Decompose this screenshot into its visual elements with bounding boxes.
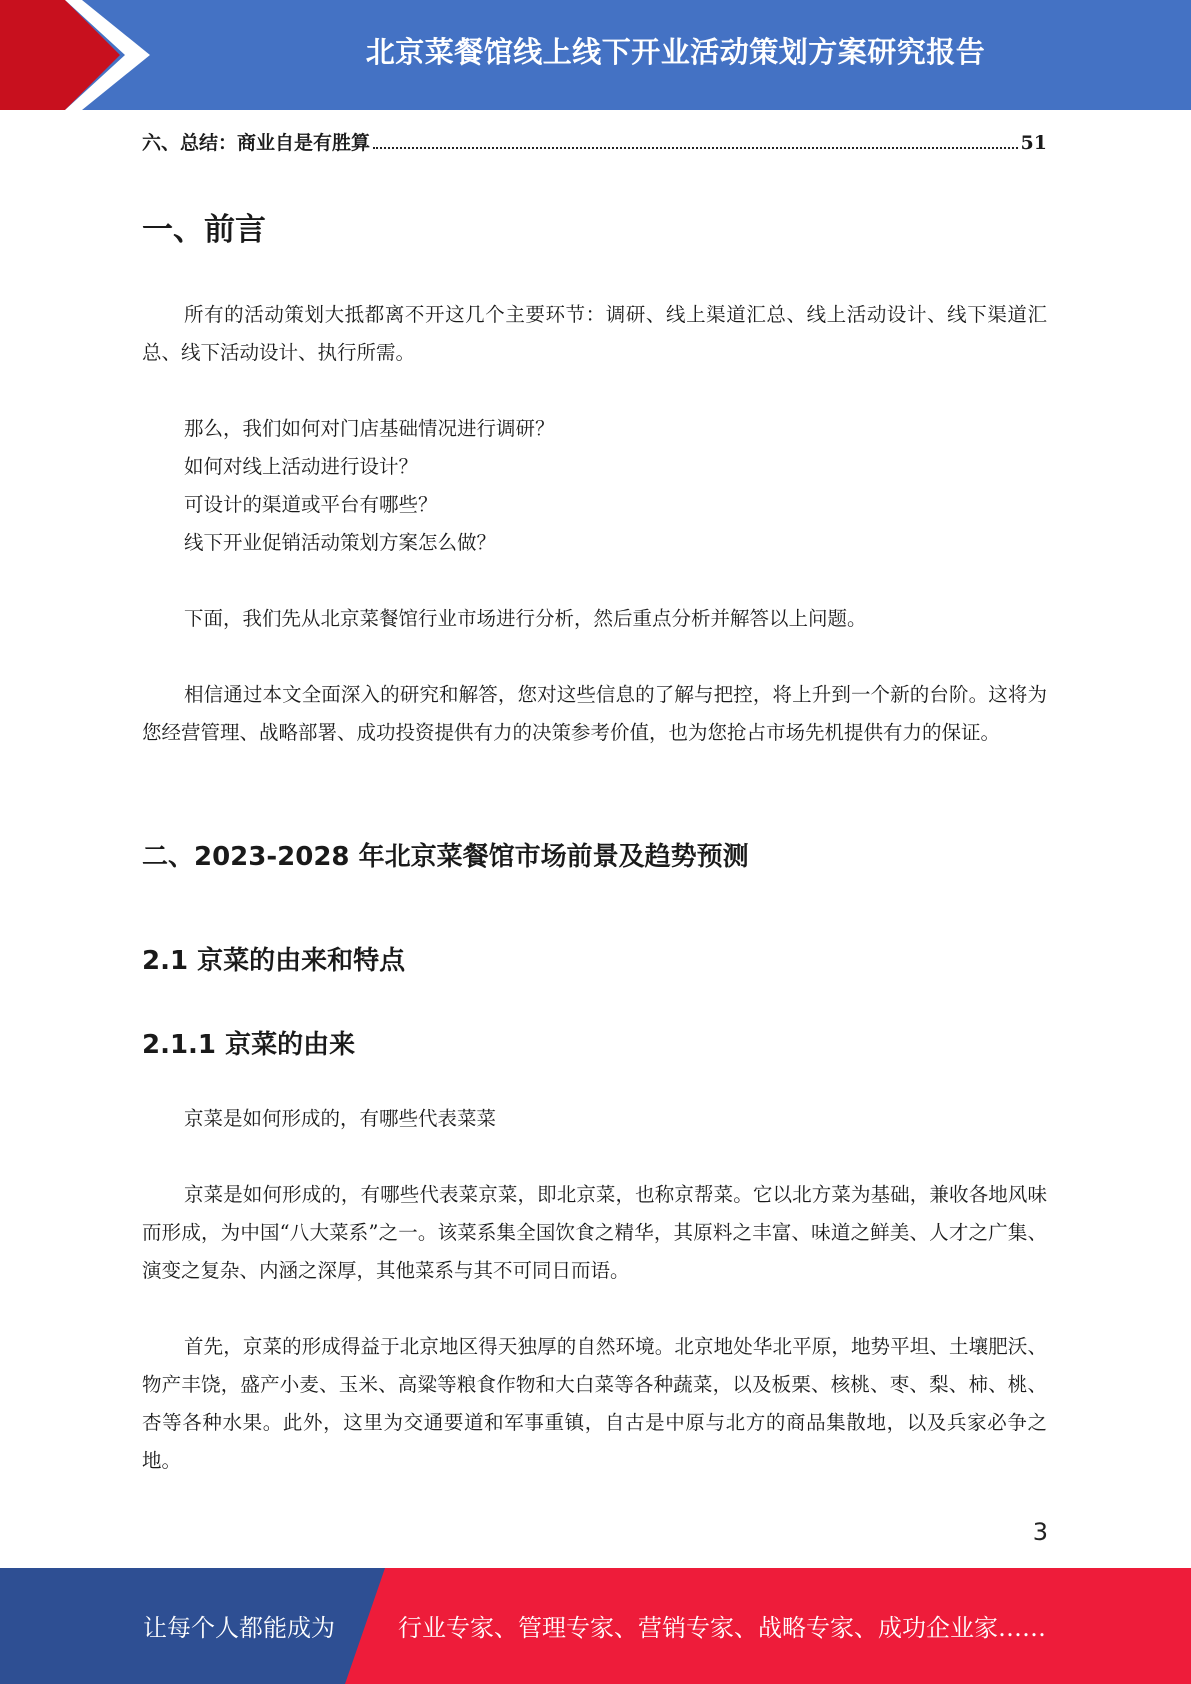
toc-entry[interactable] — [142, 128, 1047, 155]
header-chevron-decoration — [0, 0, 160, 110]
toc-entry-page: 51 — [1020, 132, 1047, 154]
page-header — [0, 0, 1191, 110]
toc-leader-dots — [373, 147, 1018, 149]
section-1-heading: 一、前言 — [142, 212, 266, 248]
section-2-heading: 二、2023-2028 年北京菜餐馆市场前景及趋势预测 — [142, 842, 749, 872]
page-number: 3 — [1032, 1518, 1048, 1546]
paragraph-intro: 所有的活动策划大抵都离不开这几个主要环节：调研、线上渠道汇总、线上活动设计、线下渠道汇总、线下活动设计、执行所需。 — [142, 303, 1047, 364]
question-3: 可设计的渠道或平台有哪些？ — [184, 493, 438, 516]
toc-entry-label: 六、总结：商业自是有胜算 — [142, 132, 371, 154]
question-1: 那么，我们如何对门店基础情况进行调研？ — [184, 417, 555, 440]
paragraph-environment: 首先，京菜的形成得益于北京地区得天独厚的自然环境。北京地处华北平原，地势平坦、土壤肥沃、物产丰饶，盛产小麦、玉米、高粱等粮食作物和大白菜等各种蔬菜，以及板栗、核桃、枣、梨、柿、桃、杏等各种水果。此外，这里为交通要道和军事重镇，自古是中原与北方的商品集散地，以及兵家必争之地。 — [142, 1335, 1047, 1472]
page-footer — [0, 1568, 1191, 1684]
question-2: 如何对线上活动进行设计？ — [184, 455, 419, 478]
paragraph-origin-description: 京菜是如何形成的，有哪些代表菜京菜，即北京菜，也称京帮菜。它以北方菜为基础，兼收各地风味而形成，为中国“八大菜系”之一。该菜系集全国饮食之精华，其原料之丰富、味道之鲜美、人才之广集、演变之复杂、内涵之深厚，其他菜系与其不可同日而语。 — [142, 1183, 1047, 1282]
footer-slogan-left: 让每个人都能成为 — [143, 1614, 335, 1642]
report-title: 北京菜餐馆线上线下开业活动策划方案研究报告 — [365, 35, 986, 69]
paragraph-conclusion: 相信通过本文全面深入的研究和解答，您对这些信息的了解与把控，将上升到一个新的台阶。这将为您经营管理、战略部署、成功投资提供有力的决策参考价值，也为您抢占市场先机提供有力的保证。 — [142, 683, 1047, 744]
section-2-1-heading: 2.1 京菜的由来和特点 — [142, 946, 406, 976]
footer-slogan-right: 行业专家、管理专家、营销专家、战略专家、成功企业家…… — [398, 1614, 1046, 1642]
question-4: 线下开业促销活动策划方案怎么做？ — [184, 531, 497, 554]
paragraph-origin-question: 京菜是如何形成的，有哪些代表菜菜 — [184, 1107, 497, 1130]
section-2-1-1-heading: 2.1.1 京菜的由来 — [142, 1030, 356, 1060]
paragraph-analysis: 下面，我们先从北京菜餐馆行业市场进行分析，然后重点分析并解答以上问题。 — [184, 607, 867, 630]
